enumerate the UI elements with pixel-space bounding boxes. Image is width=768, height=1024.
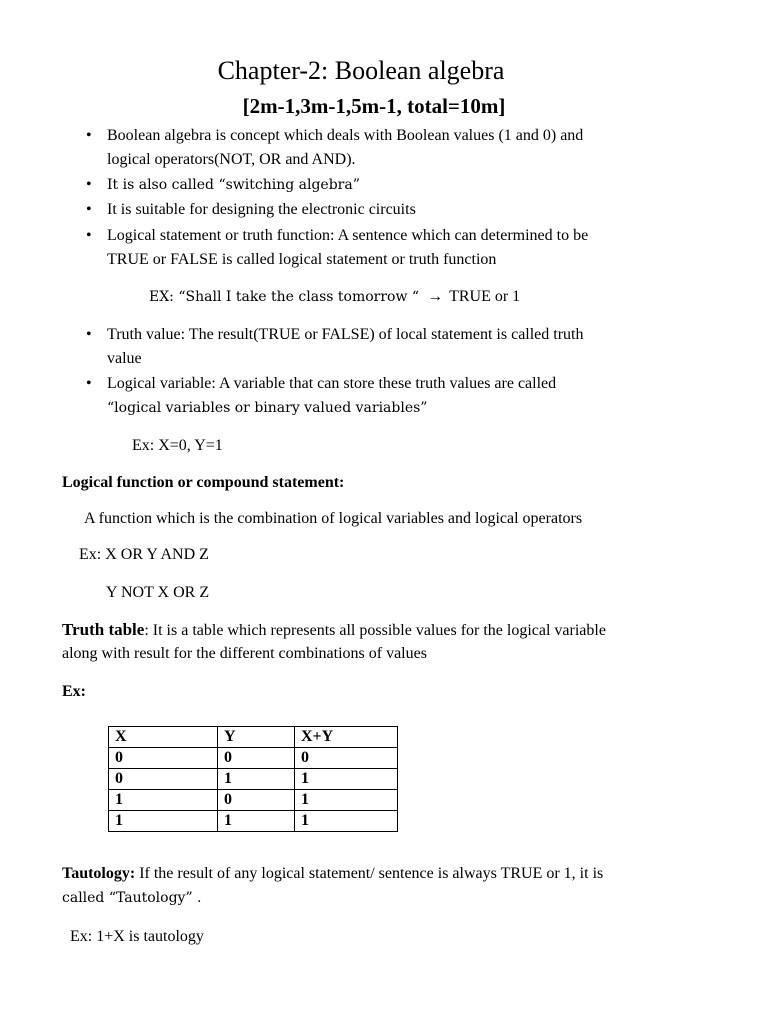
truth-table-label: Truth table	[62, 620, 145, 639]
bullet-text-line: It is also called “switching algebra”	[107, 177, 360, 193]
truth-table-text: : It is a table which represents all possible values for the logical variable	[144, 622, 606, 639]
example-compound-2: Y NOT X OR Z	[106, 584, 210, 601]
bullet-icon: •	[86, 176, 92, 193]
table-header-cell: X	[109, 727, 218, 748]
table-cell: 1	[218, 811, 295, 832]
section-description: A function which is the combination of logical variables and logical operators	[84, 510, 583, 527]
bullet-text-line: Logical variable: A variable that can store these truth values are called	[107, 375, 557, 392]
bullet-text-line: It is suitable for designing the electronic circuits	[107, 201, 416, 218]
table-row	[109, 790, 398, 811]
table-cell: 1	[218, 769, 295, 790]
bullet-icon: •	[86, 227, 92, 244]
bullet-text-line: Logical statement or truth function: A sentence which can determined to be	[107, 227, 589, 244]
example-variables: Ex: X=0, Y=1	[132, 437, 223, 454]
table-cell: 0	[218, 790, 295, 811]
table-cell: 1	[295, 769, 398, 790]
table-header-cell: Y	[218, 727, 295, 748]
example-result: TRUE or 1	[449, 288, 521, 305]
table-cell: 0	[109, 769, 218, 790]
tautology-definition-cont: called “Tautology” .	[62, 890, 202, 906]
example-label: Ex:	[62, 683, 86, 700]
example-compound-1: Ex: X OR Y AND Z	[79, 546, 209, 563]
bullet-icon: •	[86, 127, 92, 144]
bullet-text-line: TRUE or FALSE is called logical statement or truth function	[107, 251, 497, 268]
table-cell: 0	[109, 748, 218, 769]
table-cell: 1	[295, 790, 398, 811]
example-prefix: EX: “Shall I take the class tomorrow “	[149, 289, 420, 305]
truth-table-definition	[62, 618, 606, 643]
arrow-right-icon: →	[427, 288, 444, 305]
bullet-text-line: “logical variables or binary valued variables”	[107, 400, 428, 416]
table-row	[109, 811, 398, 832]
section-heading: Logical function or compound statement:	[62, 474, 345, 491]
bullet-icon: •	[86, 326, 92, 343]
tautology-label: Tautology:	[62, 865, 136, 882]
truth-table	[108, 726, 398, 832]
bullet-text-line: Boolean algebra is concept which deals with Boolean values (1 and 0) and	[107, 127, 584, 144]
table-cell: 1	[295, 811, 398, 832]
table-row	[109, 748, 398, 769]
table-row	[109, 769, 398, 790]
page-title: Chapter-2: Boolean algebra	[217, 56, 505, 85]
tautology-text: If the result of any logical statement/ sentence is always TRUE or 1, it is	[135, 865, 604, 882]
example-tautology: Ex: 1+X is tautology	[70, 928, 204, 945]
table-header-cell: X+Y	[295, 727, 398, 748]
bullet-icon: •	[86, 201, 92, 218]
tautology-definition	[62, 862, 603, 886]
bullet-text-line: Truth value: The result(TRUE or FALSE) of local statement is called truth	[107, 326, 584, 343]
bullet-text-line: logical operators(NOT, OR and AND).	[107, 151, 356, 168]
bullet-text-line: value	[107, 350, 142, 367]
table-cell: 1	[109, 811, 218, 832]
bullet-icon: •	[86, 375, 92, 392]
page-subtitle: [2m-1,3m-1,5m-1, total=10m]	[242, 94, 506, 118]
example-shall-i	[149, 285, 520, 309]
table-header-row	[109, 727, 398, 748]
table-cell: 0	[218, 748, 295, 769]
table-cell: 0	[295, 748, 398, 769]
table-cell: 1	[109, 790, 218, 811]
truth-table-definition-cont: along with result for the different combinations of values	[62, 645, 427, 662]
